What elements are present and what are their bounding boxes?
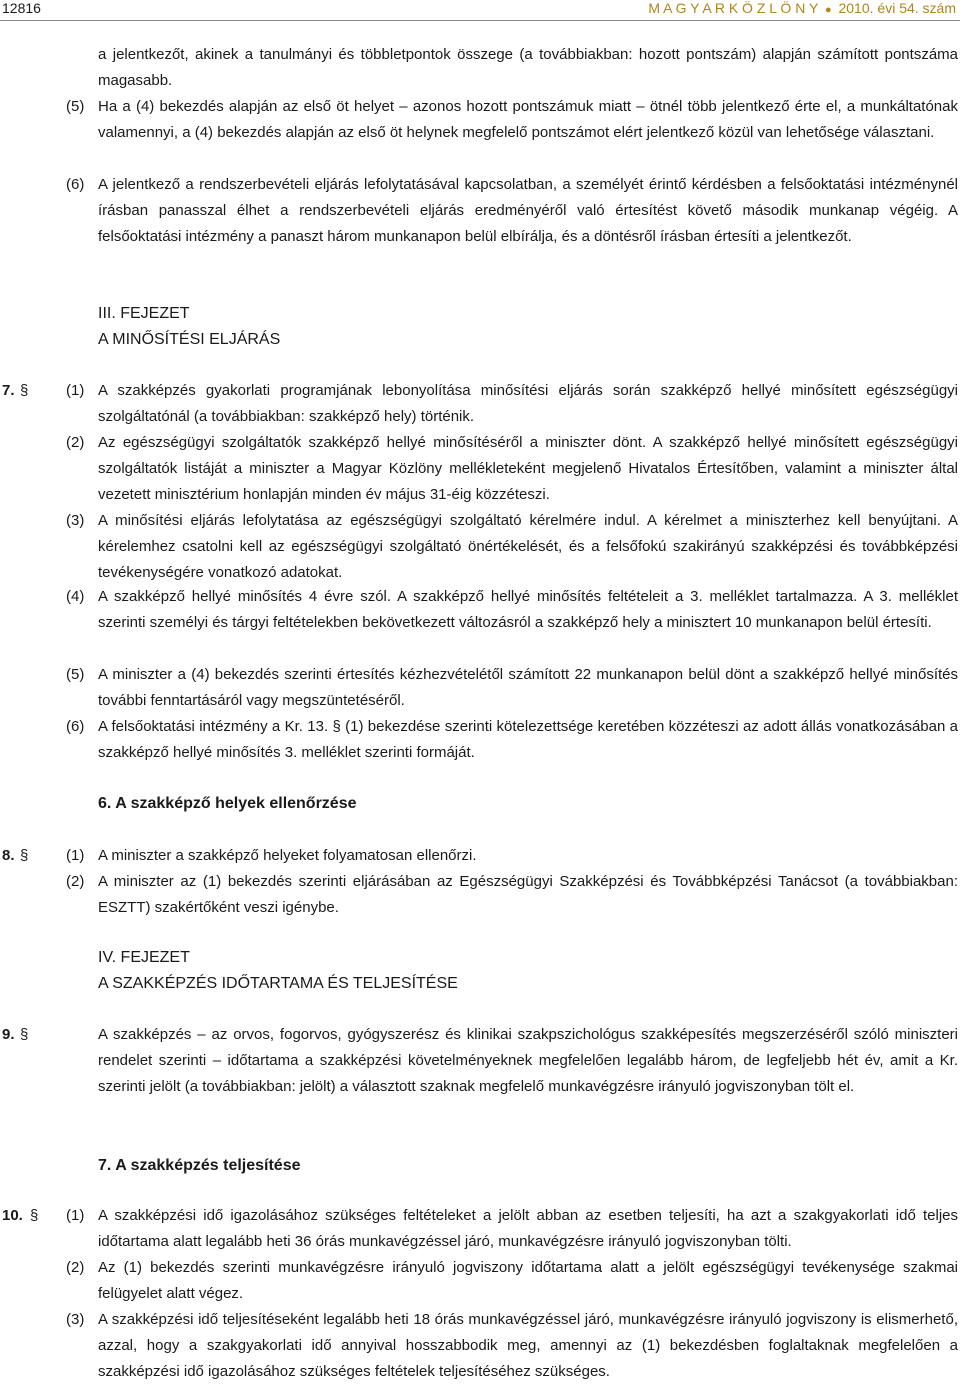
section-number: 9.	[2, 1026, 15, 1043]
paragraph-text: A miniszter az (1) bekezdés szerinti eljárásában az Egészségügyi Szakképzési és Továbbképzési Tanácsot (a továbbiakban: ESZTT) szakértőként veszi igénybe.	[98, 873, 958, 916]
section-number: 8.	[2, 847, 15, 864]
chapter-number: III. FEJEZET	[98, 305, 190, 322]
paragraph-text: A szakképzési idő igazolásához szükséges feltételeket a jelölt abban az esetben teljesíti, ha azt a szakgyakorlati idő teljes időtartama alatt legalább heti 36 órás munkavégzéssel járó, munkavégzésre irányuló jogviszonyban tölti.	[98, 1207, 958, 1250]
paragraph-number: (1)	[66, 847, 85, 864]
publication-name: M A G Y A R K Ö Z L Ö N Y	[648, 0, 819, 16]
paragraph-text: A szakképző hellyé minősítés 4 évre szól. A szakképző hellyé minősítés feltételeit a 3. melléklet tartalmazza. A 3. melléklet szerinti személyi és tárgyi feltételekben bekövetkezett változásról a szakképző hely a minisztert 10 munkanapon belül értesíti.	[98, 588, 958, 631]
section-mark: §	[20, 382, 29, 399]
publication-info	[648, 1, 956, 17]
chapter-title: A MINŐSÍTÉSI ELJÁRÁS	[98, 331, 281, 348]
page-header	[0, 0, 960, 20]
section-mark: §	[20, 1026, 29, 1043]
paragraph-text: A jelentkező a rendszerbevételi eljárás lefolytatásával kapcsolatban, a személyét érintő kérdésben a felsőoktatási intézménynél írásban panasszal élhet a rendszerbevételi eljárás eredményéről való értesítést követő második munkanap végéig. A felsőoktatási intézmény a panaszt három munkanapon belül elbírálja, és a döntésről írásban értesíti a jelentkezőt.	[98, 176, 958, 245]
paragraph-number: (4)	[66, 588, 85, 605]
paragraph-text: Az egészségügyi szolgáltatók szakképző hellyé minősítéséről a miniszter dönt. A szakképző hellyé minősített egészségügyi szolgáltatók listáját a miniszter a Magyar Közlöny mellékleteként megjelenő Hivatalos Értesítőben, valamint a miniszter által vezetett minisztérium honlapján minden év május 31-éig közzéteszi.	[98, 434, 958, 503]
paragraph-text: A felsőoktatási intézmény a Kr. 13. § (1) bekezdése szerinti kötelezettsége keretében közzéteszi az adott állás vonatkozásában a szakképző hellyé minősítés 3. melléklet szerinti formáját.	[98, 718, 958, 761]
paragraph-text: Az (1) bekezdés szerinti munkavégzésre irányuló jogviszony időtartama alatt a jelölt egészségügyi tevékenysége szakmai felügyelet alatt végez.	[98, 1259, 958, 1302]
section-number: 10.	[2, 1207, 23, 1224]
bullet-icon: ●	[824, 4, 832, 16]
issue-label: 2010. évi 54. szám	[838, 0, 956, 16]
paragraph-number: (2)	[66, 434, 85, 451]
chapter-number: IV. FEJEZET	[98, 949, 190, 966]
paragraph-number: (6)	[66, 718, 85, 735]
header-divider	[0, 20, 960, 21]
subsection-title: 7. A szakképzés teljesítése	[98, 1157, 301, 1174]
paragraph-text: A szakképzési idő teljesítéseként legalább heti 18 órás munkavégzéssel járó, munkavégzésre irányuló jogviszony is elismerhető, azzal, hogy a szakgyakorlati idő annyival hosszabbodik meg, amennyi az (1) bekezdésben foglaltaknak megfelelően a szakképzési idő igazolásához szükséges feltételek teljesítéséhez szükséges.	[98, 1311, 958, 1380]
section-mark: §	[30, 1207, 39, 1224]
intro-continuation: a jelentkezőt, akinek a tanulmányi és többletpontok összege (a továbbiakban: hozott pontszám) alapján számított pontszáma magasabb.	[98, 46, 958, 89]
section-number: 7.	[2, 382, 15, 399]
paragraph-text: A szakképzés gyakorlati programjának lebonyolítása minősítési eljárás során szakképző hellyé minősített egészségügyi szolgáltatónál (a továbbiakban: szakképző hely) történik.	[98, 382, 958, 425]
paragraph-text: Ha a (4) bekezdés alapján az első öt helyet – azonos hozott pontszámuk miatt – ötnél több jelentkező érte el, a munkáltatónak valamennyi, a (4) bekezdés alapján az első öt helynek megfelelő pontszámot elért jelentkező közül van lehetősége választani.	[98, 98, 958, 141]
chapter-title: A SZAKKÉPZÉS IDŐTARTAMA ÉS TELJESÍTÉSE	[98, 975, 458, 992]
paragraph-number: (3)	[66, 1311, 85, 1328]
paragraph-text: A minősítési eljárás lefolytatása az egészségügyi szolgáltató kérelmére indul. A kérelmet a miniszterhez kell benyújtani. A kérelemhez csatolni kell az egészségügyi szolgáltató önértékelését, és a felsőfokú szakirányú szakképzési és továbbképzési tevékenységére vonatkozó adatokat.	[98, 512, 958, 581]
paragraph-number: (3)	[66, 512, 85, 529]
section-mark: §	[20, 847, 29, 864]
paragraph-number: (2)	[66, 873, 85, 890]
paragraph-number: (2)	[66, 1259, 85, 1276]
paragraph-text: A szakképzés – az orvos, fogorvos, gyógyszerész és klinikai szakpszichológus szakképesítés megszerzéséről szóló miniszteri rendelet szerinti – időtartama a szakképzési követelményeknek megfelelően legalább három, de legfeljebb hét év, amit a Kr. szerinti jelölt (a továbbiakban: jelölt) a választott szaknak megfelelő munkavégzésre irányuló jogviszonyban tölt el.	[98, 1026, 958, 1095]
paragraph-number: (5)	[66, 98, 85, 115]
paragraph-number: (6)	[66, 176, 85, 193]
paragraph-text: A miniszter a szakképző helyeket folyamatosan ellenőrzi.	[98, 847, 477, 864]
paragraph-text: A miniszter a (4) bekezdés szerinti értesítés kézhezvételétől számított 22 munkanapon belül dönt a szakképző hellyé minősítés további fenntartásáról vagy megszüntetéséről.	[98, 666, 958, 709]
paragraph-number: (1)	[66, 1207, 85, 1224]
page-number: 12816	[2, 0, 41, 16]
subsection-title: 6. A szakképző helyek ellenőrzése	[98, 795, 357, 812]
paragraph-number: (5)	[66, 666, 85, 683]
paragraph-number: (1)	[66, 382, 85, 399]
